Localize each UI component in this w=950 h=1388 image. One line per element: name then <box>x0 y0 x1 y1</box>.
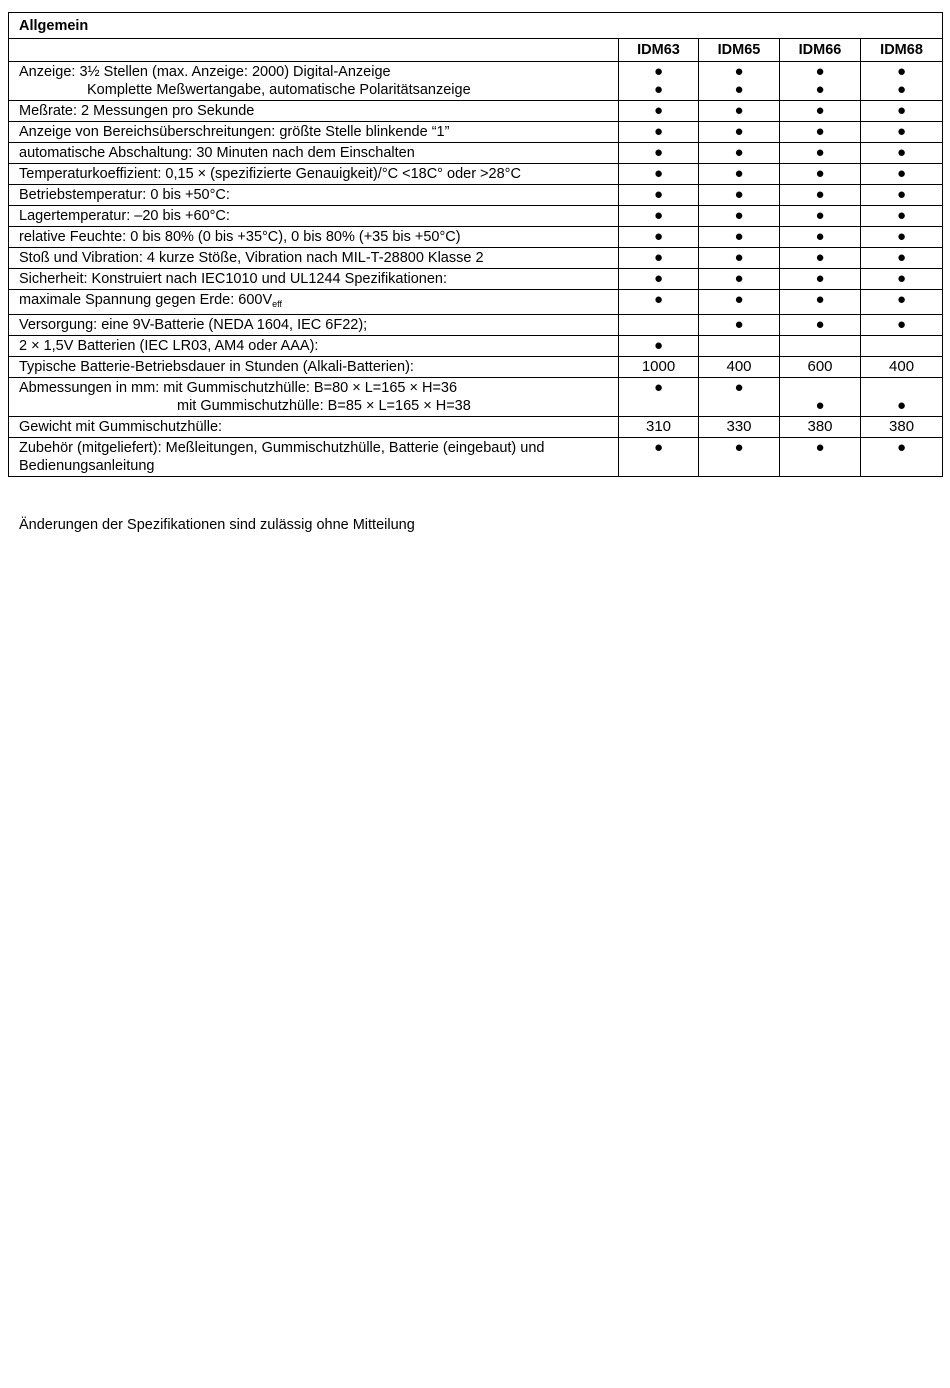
spec-row <box>9 206 943 227</box>
bullet-mark: ● <box>897 397 907 414</box>
spec-label-line: Typische Batterie-Betriebsdauer in Stunden (Alkali-Batterien): <box>19 359 414 375</box>
model-cell-idm66 <box>780 122 861 143</box>
spec-row <box>9 290 943 315</box>
bullet-mark: ● <box>734 379 744 396</box>
model-cell-idm66 <box>780 290 861 315</box>
bullet-mark: ● <box>734 270 744 287</box>
cell-value: 400 <box>889 358 915 375</box>
model-cell-idm65 <box>699 227 780 248</box>
spec-label-line: mit Gummischutzhülle: B=85 × L=165 × H=38 <box>177 398 471 414</box>
model-header-row <box>9 39 943 62</box>
model-cell-idm63 <box>619 164 699 185</box>
model-cell-idm66 <box>780 336 861 357</box>
bullet-mark: ● <box>815 291 825 308</box>
footnote: Änderungen der Spezifikationen sind zulässig ohne Mitteilung <box>19 517 415 533</box>
spec-label-line: Sicherheit: Konstruiert nach IEC1010 und UL1244 Spezifikationen: <box>19 271 448 287</box>
model-cell-idm63 <box>619 290 699 315</box>
model-cell-idm65 <box>699 62 780 101</box>
spec-label <box>9 438 619 477</box>
cell-value: 330 <box>726 418 752 435</box>
bullet-mark: ● <box>897 165 907 182</box>
bullet-mark: ● <box>897 123 907 140</box>
bullet-mark: ● <box>734 186 744 203</box>
model-cell-idm63 <box>619 357 699 378</box>
bullet-mark: ● <box>815 102 825 119</box>
spec-row <box>9 438 943 477</box>
spec-row <box>9 101 943 122</box>
bullet-mark: ● <box>734 102 744 119</box>
spec-table <box>8 12 943 477</box>
model-cell-idm65 <box>699 269 780 290</box>
spec-label-line: relative Feuchte: 0 bis 80% (0 bis +35°C), 0 bis 80% (+35 bis +50°C) <box>19 229 461 245</box>
model-cell-idm65 <box>699 143 780 164</box>
model-cell-idm68 <box>861 315 943 336</box>
spec-label-line: maximale Spannung gegen Erde: $600V_{eff}$ <box>19 292 282 309</box>
cell-value <box>619 397 698 415</box>
spec-label <box>9 417 619 438</box>
spec-label <box>9 290 619 315</box>
bullet-mark: ● <box>653 337 664 354</box>
bullet-mark: ● <box>815 165 825 182</box>
bullet-mark: ● <box>897 102 907 119</box>
model-cell-idm66 <box>780 248 861 269</box>
model-cell-idm63 <box>619 417 699 438</box>
model-cell-idm65 <box>699 336 780 357</box>
spec-label <box>9 378 619 417</box>
spec-label-line: 2 × 1,5V Batterien (IEC LR03, AM4 oder AAA): <box>19 338 319 354</box>
spec-label <box>9 336 619 357</box>
bullet-mark: ● <box>734 291 744 308</box>
bullet-mark: ● <box>734 439 744 456</box>
model-cell-idm66 <box>780 315 861 336</box>
spec-label <box>9 62 619 101</box>
spec-row <box>9 248 943 269</box>
spec-label <box>9 143 619 164</box>
cell-value <box>780 337 860 355</box>
spec-row <box>9 62 943 101</box>
spec-label-line: automatische Abschaltung: 30 Minuten nach dem Einschalten <box>19 145 415 161</box>
spec-row <box>9 357 943 378</box>
spec-row <box>9 378 943 417</box>
model-cell-idm65 <box>699 438 780 477</box>
bullet-mark: ● <box>897 63 907 80</box>
spec-label <box>9 269 619 290</box>
model-header: IDM65 <box>699 39 780 62</box>
model-cell-idm65 <box>699 122 780 143</box>
model-cell-idm63 <box>619 378 699 417</box>
bullet-mark: ● <box>734 316 744 333</box>
bullet-mark: ● <box>815 270 825 287</box>
bullet-mark: ● <box>897 316 907 333</box>
bullet-mark: ● <box>653 207 664 224</box>
model-cell-idm65 <box>699 315 780 336</box>
bullet-mark: ● <box>653 144 664 161</box>
bullet-mark: ● <box>653 81 664 98</box>
cell-value: 600 <box>807 358 833 375</box>
spec-label-line: Versorgung: eine 9V-Batterie (NEDA 1604, IEC 6F22); <box>19 317 368 333</box>
spec-label-line: Komplette Meßwertangabe, automatische Polaritätsanzeige <box>87 82 471 98</box>
model-cell-idm65 <box>699 248 780 269</box>
model-cell-idm68 <box>861 248 943 269</box>
bullet-mark: ● <box>653 102 664 119</box>
bullet-mark: ● <box>897 291 907 308</box>
bullet-mark: ● <box>897 270 907 287</box>
spec-label <box>9 185 619 206</box>
spec-label-line: Betriebstemperatur: 0 bis +50°C: <box>19 187 230 203</box>
cell-value <box>861 379 942 397</box>
spec-label <box>9 315 619 336</box>
cell-value <box>780 379 860 397</box>
spec-row <box>9 336 943 357</box>
model-cell-idm66 <box>780 185 861 206</box>
spec-label <box>9 206 619 227</box>
model-cell-idm68 <box>861 227 943 248</box>
bullet-mark: ● <box>653 123 664 140</box>
model-cell-idm66 <box>780 357 861 378</box>
bullet-mark: ● <box>734 81 744 98</box>
model-cell-idm66 <box>780 101 861 122</box>
bullet-mark: ● <box>653 228 664 245</box>
model-cell-idm68 <box>861 143 943 164</box>
bullet-mark: ● <box>815 316 825 333</box>
model-cell-idm68 <box>861 290 943 315</box>
model-cell-idm68 <box>861 206 943 227</box>
spec-label-line: Gewicht mit Gummischutzhülle: <box>19 419 223 435</box>
model-cell-idm63 <box>619 227 699 248</box>
bullet-mark: ● <box>653 165 664 182</box>
bullet-mark: ● <box>734 249 744 266</box>
bullet-mark: ● <box>815 439 825 456</box>
header-empty-cell <box>9 39 619 62</box>
model-cell-idm65 <box>699 101 780 122</box>
bullet-mark: ● <box>653 291 664 308</box>
section-header-row <box>9 13 943 39</box>
model-cell-idm66 <box>780 378 861 417</box>
model-cell-idm66 <box>780 227 861 248</box>
bullet-mark: ● <box>815 186 825 203</box>
unit-subscript: eff <box>272 299 282 309</box>
cell-value <box>619 316 698 334</box>
spec-label <box>9 122 619 143</box>
spec-label-line: Meßrate: 2 Messungen pro Sekunde <box>19 103 255 119</box>
bullet-mark: ● <box>815 207 825 224</box>
model-cell-idm66 <box>780 143 861 164</box>
spec-label <box>9 357 619 378</box>
model-cell-idm66 <box>780 164 861 185</box>
model-cell-idm65 <box>699 206 780 227</box>
model-cell-idm68 <box>861 378 943 417</box>
spec-row <box>9 122 943 143</box>
model-cell-idm66 <box>780 417 861 438</box>
spec-label-line: Bedienungsanleitung <box>19 458 155 474</box>
spec-label-line: Anzeige: 3½ Stellen (max. Anzeige: 2000) Digital-Anzeige <box>19 64 391 80</box>
bullet-mark: ● <box>897 186 907 203</box>
cell-value <box>861 337 942 355</box>
cell-value <box>699 337 779 355</box>
model-cell-idm68 <box>861 122 943 143</box>
spec-label <box>9 248 619 269</box>
model-cell-idm68 <box>861 185 943 206</box>
model-cell-idm66 <box>780 269 861 290</box>
bullet-mark: ● <box>734 228 744 245</box>
bullet-mark: ● <box>734 144 744 161</box>
model-cell-idm65 <box>699 378 780 417</box>
spec-row <box>9 227 943 248</box>
cell-value: 1000 <box>641 358 676 375</box>
model-cell-idm63 <box>619 143 699 164</box>
spec-row <box>9 417 943 438</box>
model-cell-idm63 <box>619 315 699 336</box>
spec-label <box>9 164 619 185</box>
model-cell-idm65 <box>699 164 780 185</box>
spec-label-line: Abmessungen in mm: mit Gummischutzhülle: B=80 × L=165 × H=36 <box>19 380 458 396</box>
model-cell-idm63 <box>619 336 699 357</box>
model-cell-idm63 <box>619 185 699 206</box>
model-cell-idm68 <box>861 417 943 438</box>
model-cell-idm63 <box>619 122 699 143</box>
model-cell-idm65 <box>699 417 780 438</box>
bullet-mark: ● <box>897 249 907 266</box>
spec-row <box>9 143 943 164</box>
model-cell-idm65 <box>699 185 780 206</box>
spec-label <box>9 101 619 122</box>
bullet-mark: ● <box>815 228 825 245</box>
model-cell-idm66 <box>780 62 861 101</box>
bullet-mark: ● <box>734 63 744 80</box>
bullet-mark: ● <box>653 63 664 80</box>
model-cell-idm63 <box>619 438 699 477</box>
bullet-mark: ● <box>897 228 907 245</box>
bullet-mark: ● <box>815 144 825 161</box>
model-cell-idm68 <box>861 101 943 122</box>
model-cell-idm65 <box>699 357 780 378</box>
bullet-mark: ● <box>815 63 825 80</box>
cell-value: 400 <box>726 358 752 375</box>
model-cell-idm63 <box>619 101 699 122</box>
bullet-mark: ● <box>897 81 907 98</box>
model-cell-idm66 <box>780 438 861 477</box>
model-cell-idm63 <box>619 248 699 269</box>
model-header: IDM66 <box>780 39 861 62</box>
model-cell-idm68 <box>861 164 943 185</box>
spec-row <box>9 164 943 185</box>
model-cell-idm65 <box>699 290 780 315</box>
model-cell-idm66 <box>780 206 861 227</box>
model-cell-idm68 <box>861 62 943 101</box>
spec-label-line: Zubehör (mitgeliefert): Meßleitungen, Gummischutzhülle, Batterie (eingebaut) und <box>19 440 545 456</box>
spec-label-line: Lagertemperatur: –20 bis +60°C: <box>19 208 230 224</box>
bullet-mark: ● <box>815 123 825 140</box>
section-title: Allgemein <box>9 13 943 39</box>
cell-value: 380 <box>807 418 833 435</box>
bullet-mark: ● <box>653 379 664 396</box>
model-cell-idm68 <box>861 269 943 290</box>
bullet-mark: ● <box>897 207 907 224</box>
spec-label-line: Temperaturkoeffizient: 0,15 × (spezifizierte Genauigkeit)/°C <18C° oder >28°C <box>19 166 521 182</box>
bullet-mark: ● <box>897 439 907 456</box>
bullet-mark: ● <box>897 144 907 161</box>
spec-label-line: Anzeige von Bereichsüberschreitungen: größte Stelle blinkende “1” <box>19 124 450 140</box>
model-header: IDM63 <box>619 39 699 62</box>
bullet-mark: ● <box>734 207 744 224</box>
model-cell-idm63 <box>619 269 699 290</box>
model-header: IDM68 <box>861 39 943 62</box>
spec-label-line: Stoß und Vibration: 4 kurze Stöße, Vibration nach MIL-T-28800 Klasse 2 <box>19 250 484 266</box>
spec-label <box>9 227 619 248</box>
spec-row <box>9 315 943 336</box>
model-cell-idm68 <box>861 438 943 477</box>
bullet-mark: ● <box>734 165 744 182</box>
cell-value: 310 <box>645 418 672 435</box>
model-cell-idm68 <box>861 336 943 357</box>
spec-row <box>9 185 943 206</box>
spec-row <box>9 269 943 290</box>
bullet-mark: ● <box>653 439 664 456</box>
bullet-mark: ● <box>815 397 825 414</box>
bullet-mark: ● <box>815 81 825 98</box>
model-cell-idm68 <box>861 357 943 378</box>
model-cell-idm63 <box>619 206 699 227</box>
bullet-mark: ● <box>653 270 664 287</box>
bullet-mark: ● <box>815 249 825 266</box>
cell-value <box>699 397 779 415</box>
bullet-mark: ● <box>653 249 664 266</box>
bullet-mark: ● <box>653 186 664 203</box>
bullet-mark: ● <box>734 123 744 140</box>
cell-value: 380 <box>889 418 915 435</box>
model-cell-idm63 <box>619 62 699 101</box>
